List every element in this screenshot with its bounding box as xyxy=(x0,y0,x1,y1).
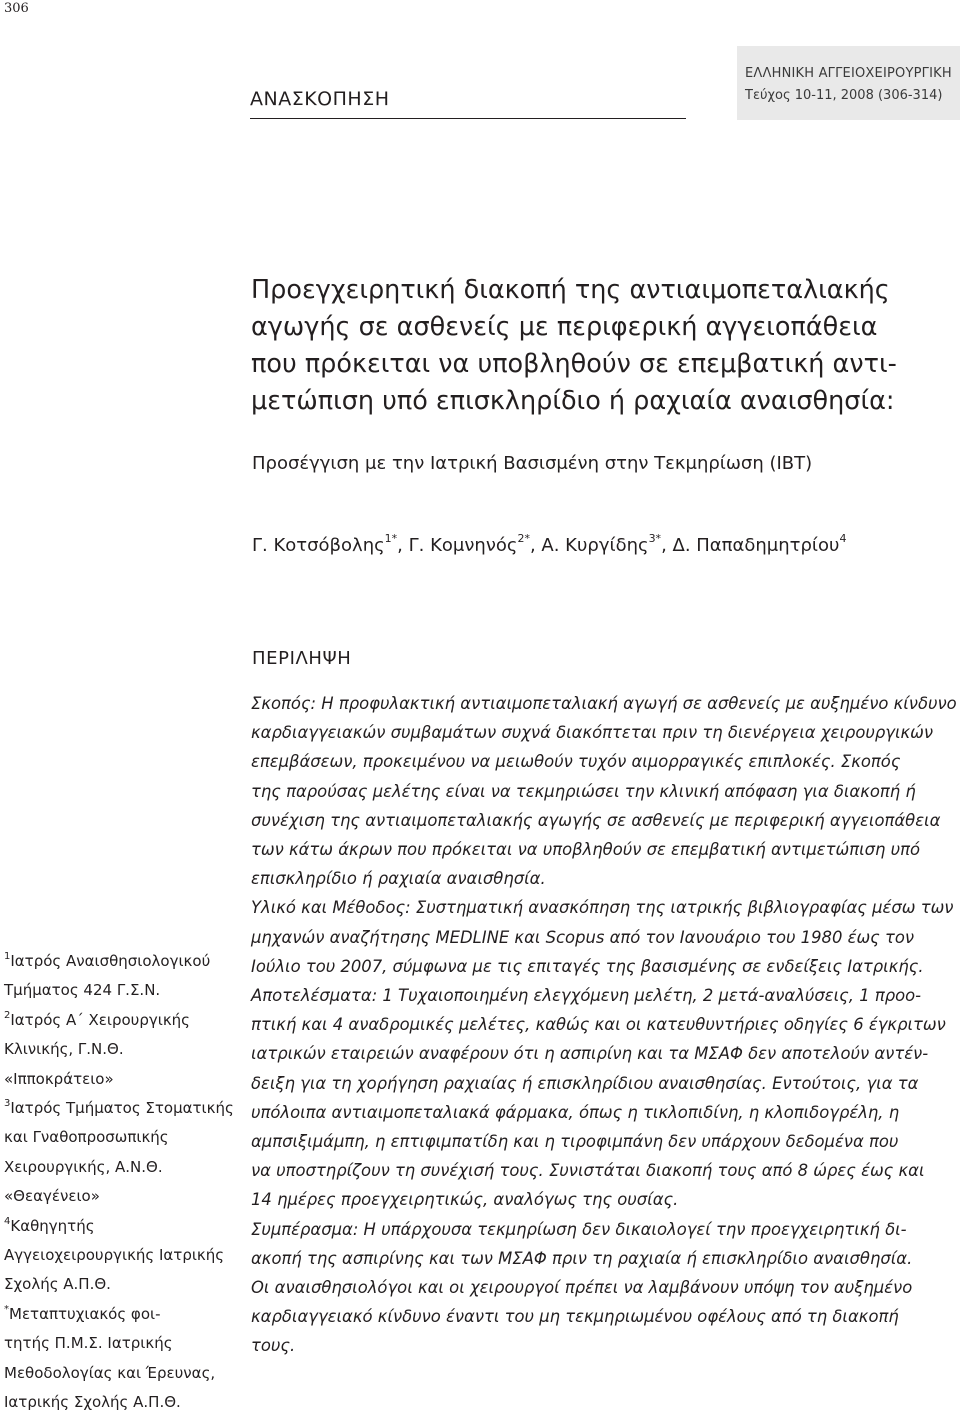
affiliation-text: Ιατρός Αναισθησιολογικού xyxy=(10,952,211,970)
affiliation-line xyxy=(4,974,234,1003)
affiliation-text: Κλινικής, Γ.Ν.Θ. xyxy=(4,1040,124,1059)
affiliation-line xyxy=(4,945,234,974)
abstract-line: καρδιαγγειακών συμβαμάτων συχνά διακόπτεται πριν τη διενέργεια χειρουργικών xyxy=(251,723,934,743)
affiliation-text: Αγγειοχειρουργικής Ιατρικής xyxy=(4,1246,225,1265)
affiliation-mark: 4 xyxy=(4,1215,11,1227)
affiliation-mark: 3 xyxy=(4,1098,11,1110)
abstract-line: Συμπέρασμα: Η υπάρχουσα τεκμηρίωση δεν δικαιολογεί την προεγχειρητική δι- xyxy=(251,1219,907,1239)
abstract-body xyxy=(251,689,956,1361)
affiliation-line xyxy=(4,1239,234,1268)
author-name: Α. Κυργίδης xyxy=(541,535,649,556)
affiliation-line xyxy=(4,1151,234,1180)
section-label: ΑΝΑΣΚΟΠΗΣΗ xyxy=(250,88,390,110)
author-separator: , xyxy=(661,535,673,556)
abstract-line: Οι αναισθησιολόγοι και οι χειρουργοί πρέπει να λαμβάνουν υπόψη τον αυξημένο xyxy=(251,1278,913,1298)
abstract-line: Υλικό και Μέθοδος: Συστηματική ανασκόπηση της ιατρικής βιβλιογραφίας μέσω των xyxy=(251,898,954,918)
abstract-line: επισκληρίδιο ή ραχιαία αναισθησία. xyxy=(251,869,546,889)
author-separator: , xyxy=(397,535,409,556)
title-line: που πρόκειται να υποβληθούν σε επεμβατική αντι- xyxy=(251,349,897,379)
affiliation-mark: 1 xyxy=(4,951,11,962)
affiliation-line xyxy=(4,1092,234,1121)
affiliation-text: Καθηγητής xyxy=(10,1216,95,1235)
author-name: Γ. Κοτσόβολης xyxy=(252,535,385,556)
affiliation-line xyxy=(4,1121,234,1150)
author-name: Γ. Κομνηνός xyxy=(408,535,518,556)
abstract-line: αμπσιξιμάμπη, η επτιφιμπατίδη και η τιροφιμπάνη δεν υπάρχουν δεδομένα που xyxy=(251,1132,899,1152)
abstract-line: υπόλοιπα αντιαιμοπεταλιακά φάρμακα, όπως η τικλοπιδίνη, η κλοπιδογρέλη, η xyxy=(251,1102,900,1122)
affiliation-line xyxy=(4,1210,234,1239)
affiliation-text: Ιατρός Α΄ Χειρουργικής xyxy=(10,1010,190,1029)
title-line: αγωγής σε ασθενείς με περιφερική αγγειοπάθεια xyxy=(251,312,878,342)
author-mark: 3* xyxy=(648,532,662,545)
abstract-line: καρδιαγγειακό κίνδυνο έναντι του μη τεκμηριωμένου οφέλους από τη διακοπή xyxy=(251,1307,899,1327)
author-separator: , xyxy=(529,535,542,556)
abstract-line: δειξη για τη χορήγηση ραχιαίας ή επισκληρίδιου αναισθησίας. Εντούτοις, για τα xyxy=(251,1073,919,1093)
affiliation-text: Μεθοδολογίας και Έρευνας, xyxy=(4,1363,216,1382)
journal-issue: Τεύχος 10-11, 2008 (306-314) xyxy=(745,88,943,103)
affiliation-text: τητής Π.Μ.Σ. Ιατρικής xyxy=(4,1334,173,1353)
article-subtitle: Προσέγγιση με την Ιατρική Βασισμένη στην Τεκμηρίωση (ΙΒΤ) xyxy=(252,453,813,474)
article-title xyxy=(251,272,956,420)
affiliation-mark: * xyxy=(4,1303,9,1315)
page-number: 306 xyxy=(4,1,29,16)
affiliation-text: «Ιπποκράτειο» xyxy=(4,1069,114,1088)
author-list xyxy=(252,534,846,556)
affiliation-text: και Γναθοπροσωπικής xyxy=(4,1128,169,1147)
affiliation-line xyxy=(4,1386,234,1415)
abstract-line: ακοπή της ασπιρίνης και των ΜΣΑΦ πριν τη ραχιαία ή επισκληρίδιο αναισθησία. xyxy=(251,1248,913,1268)
affiliation-line xyxy=(4,1004,234,1033)
affiliation-text: Χειρουργικής, Α.Ν.Θ. xyxy=(4,1157,163,1176)
affiliations xyxy=(4,945,234,1416)
affiliation-text: Ιατρός Τμήματος Στοματικής xyxy=(10,1099,234,1118)
abstract-line: Ιούλιο του 2007, σύμφωνα με τις επιταγές της βασισμένης σε ενδείξεις Ιατρικής. xyxy=(251,956,924,976)
affiliation-line xyxy=(4,1180,234,1209)
journal-header-box xyxy=(737,46,960,120)
abstract-line: Αποτελέσματα: 1 Τυχαιοποιημένη ελεγχόμενη μελέτη, 2 μετά-αναλύσεις, 1 προο- xyxy=(251,986,922,1006)
author-mark: 2* xyxy=(517,532,530,545)
section-rule xyxy=(250,118,686,119)
abstract-line: μηχανών αναζήτησης MEDLINE και Scopus από τον Ιανουάριο του 1980 έως τον xyxy=(251,927,915,947)
abstract-line: ιατρικών εταιρειών αναφέρουν ότι η ασπιρίνη και τα ΜΣΑΦ δεν αποτελούν αντέν- xyxy=(251,1044,929,1064)
abstract-heading: ΠΕΡΙΛΗΨΗ xyxy=(252,648,352,669)
affiliation-text: Τμήματος 424 Γ.Σ.Ν. xyxy=(4,981,161,1000)
affiliation-line xyxy=(4,1033,234,1062)
abstract-line: πτική και 4 αναδρομικές μελέτες, καθώς και οι κατευθυντήριες οδηγίες 6 έγκριτων xyxy=(251,1015,946,1035)
abstract-line: 14 ημέρες προεγχειρητικώς, αναλόγως της ουσίας. xyxy=(251,1190,679,1210)
author-name: Δ. Παπαδημητρίου xyxy=(672,535,840,556)
abstract-line: Σκοπός: Η προφυλακτική αντιαιμοπεταλιακή αγωγή σε ασθενείς με αυξημένο κίνδυνο xyxy=(251,694,957,713)
title-line: Προεγχειρητική διακοπή της αντιαιμοπεταλιακής xyxy=(251,275,890,305)
affiliation-text: Ιατρικής Σχολής Α.Π.Θ. xyxy=(4,1393,181,1412)
abstract-line: επεμβάσεων, προκειμένου να μειωθούν τυχόν αιμορραγικές επιπλοκές. Σκοπός xyxy=(251,752,901,772)
affiliation-text: Μεταπτυχιακός φοι- xyxy=(9,1304,161,1323)
affiliation-line xyxy=(4,1327,234,1356)
affiliation-mark: 2 xyxy=(4,1009,11,1021)
affiliation-text: «Θεαγένειο» xyxy=(4,1187,100,1206)
affiliation-line xyxy=(4,1063,234,1092)
abstract-line: των κάτω άκρων που πρόκειται να υποβληθούν σε επεμβατική αντιμετώπιση υπό xyxy=(251,840,921,860)
affiliation-line xyxy=(4,1298,234,1327)
title-line: μετώπιση υπό επισκληρίδιο ή ραχιαία αναισθησία: xyxy=(251,386,895,416)
author-mark: 1* xyxy=(384,532,398,545)
abstract-line: τους. xyxy=(251,1336,296,1356)
author-mark: 4 xyxy=(839,532,847,545)
journal-name: ΕΛΛΗΝΙΚΗ ΑΓΓΕΙΟΧΕΙΡΟΥΡΓΙΚΗ xyxy=(745,66,952,81)
abstract-line: συνέχιση της αντιαιμοπεταλιακής αγωγής σε ασθενείς με περιφερική αγγειοπάθεια xyxy=(251,810,941,830)
affiliation-text: Σχολής Α.Π.Θ. xyxy=(4,1275,111,1294)
affiliation-line xyxy=(4,1268,234,1297)
affiliation-line xyxy=(4,1357,234,1386)
abstract-line: της παρούσας μελέτης είναι να τεκμηριώσει την κλινική απόφαση για διακοπή ή xyxy=(251,781,916,801)
abstract-line: να υποστηρίζουν τη συνέχισή τους. Συνιστάται διακοπή τους από 8 ώρες έως και xyxy=(251,1161,925,1181)
